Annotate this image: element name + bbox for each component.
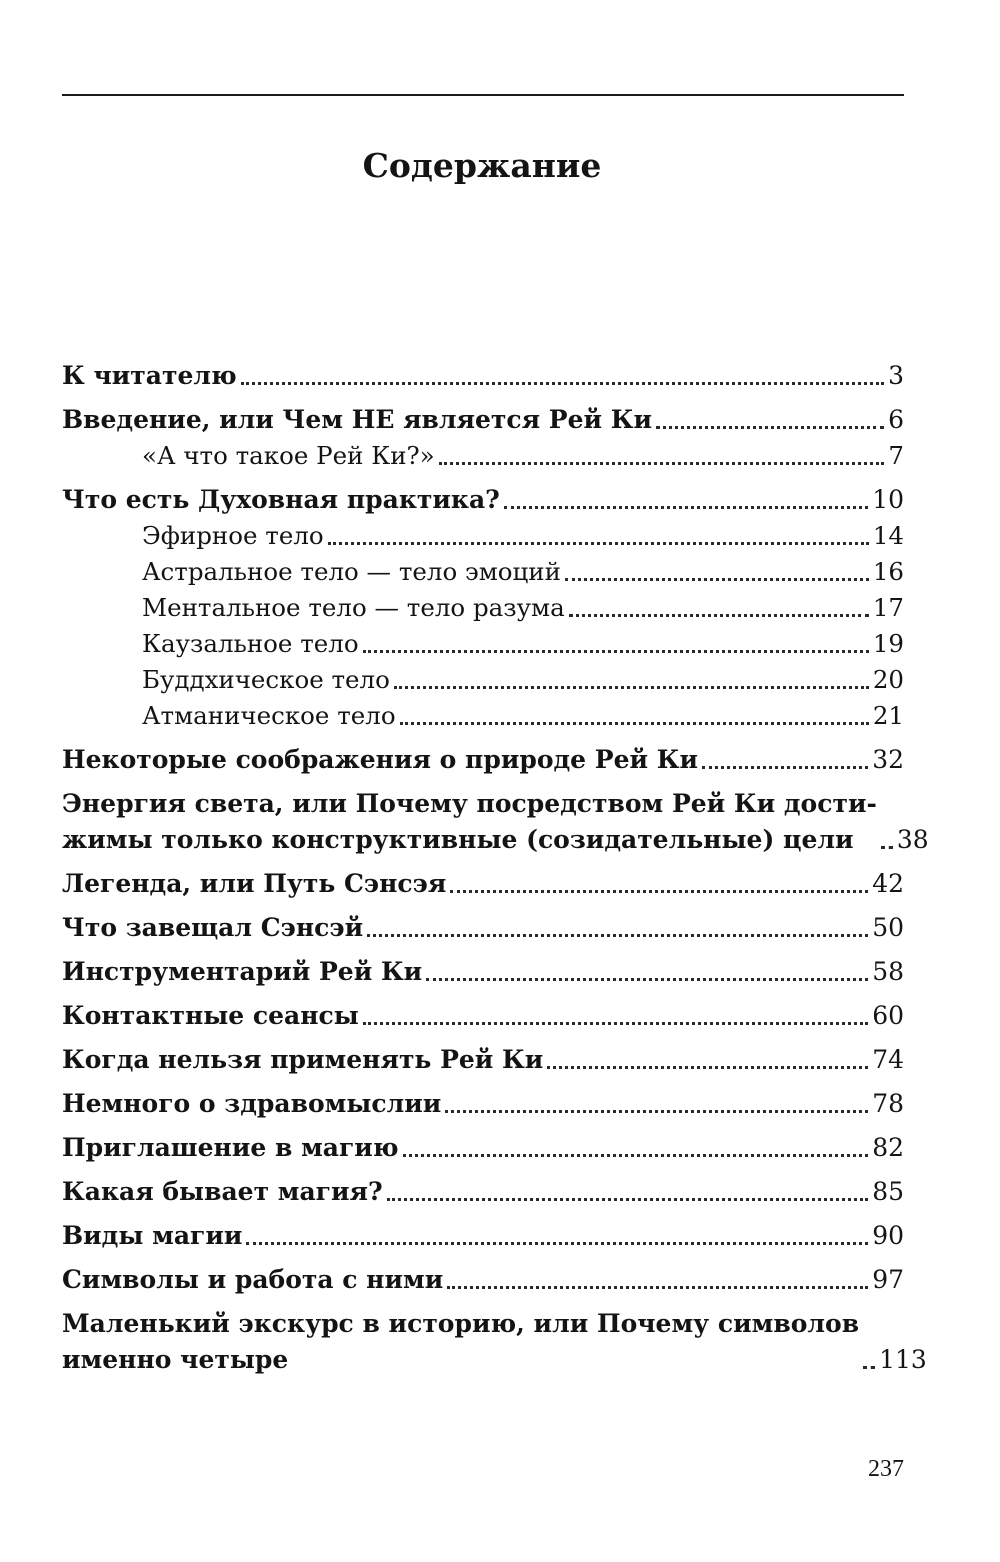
toc-entry-title [142,662,390,698]
toc-entry-title-line: Что завещал Сэнсэй [62,913,364,942]
toc-page-number: 16 [872,557,904,586]
toc-entry [62,1218,904,1254]
toc-subentry [62,590,904,626]
dot-leader [394,686,869,689]
dot-leader [445,1110,868,1113]
toc-entry-title [62,1218,242,1254]
toc-entry-title [62,954,422,990]
dot-leader [426,978,868,981]
toc-entry-title [62,910,363,946]
toc-entry [62,998,904,1034]
toc-entry-title-line: Приглашение в магию [62,1133,399,1162]
toc-entry-title [142,438,435,474]
dot-leader [863,1366,875,1369]
toc-page-number: 74 [872,1045,904,1074]
toc-entry [62,1262,904,1298]
top-rule [62,94,904,96]
dot-leader [387,1198,869,1201]
toc-entry-title [62,786,877,858]
toc-entry-title-line: Контактные сеансы [62,1001,359,1030]
toc-entry-title [62,358,237,394]
toc-entry-title-line: Какая бывает магия? [62,1177,383,1206]
toc-page-number: 113 [879,1345,927,1374]
toc-page-number: 7 [888,441,904,470]
toc-subentry [62,438,904,474]
toc-subentry [62,518,904,554]
toc-entry-title [62,1130,399,1166]
toc-entry [62,402,904,438]
toc-subentry [62,698,904,734]
toc-entry-title-line: именно четыре [62,1345,289,1374]
toc-entry-title-line: Маленький экскурс в историю, или Почему символов [62,1309,860,1338]
toc-entry-title-line: Буддхическое тело [142,665,390,694]
toc-entry-title-line: Инструментарий Рей Ки [62,957,423,986]
toc-entry-title [62,1262,443,1298]
toc-entry-title-line: Ментальное тело — тело разума [142,593,565,622]
toc-entry [62,786,929,858]
toc-entry-title-line: Каузальное тело [142,629,359,658]
toc-entry [62,1306,927,1378]
toc-page-number: 82 [872,1133,904,1162]
toc-entry [62,742,904,778]
dot-leader [328,542,869,545]
toc-entry-title [62,1174,383,1210]
page-title: Содержание [362,146,602,185]
toc-entry-title-line: Легенда, или Путь Сэнсэя [62,869,447,898]
dot-leader [246,1242,868,1245]
dot-leader [702,766,868,769]
toc-entry [62,1174,904,1210]
toc-page-number: 90 [872,1221,904,1250]
page-number: 237 [868,1456,904,1482]
dot-leader [881,846,893,849]
toc-entry-title-line: Эфирное тело [142,521,324,550]
toc-entry-title-line: К читателю [62,361,237,390]
toc-page-number: 60 [872,1001,904,1030]
toc-entry [62,358,904,394]
toc-entry-title [142,698,396,734]
toc-entry-title [62,866,446,902]
toc-page-number: 78 [872,1089,904,1118]
toc-page-number: 85 [872,1177,904,1206]
toc-page-number: 19 [872,629,904,658]
toc-entry-title-line: Введение, или Чем НЕ является Рей Ки [62,405,653,434]
toc-entry [62,1086,904,1122]
toc-page-number: 50 [872,913,904,942]
dot-leader [241,382,884,385]
toc-entry-title [142,590,565,626]
dot-leader [565,578,869,581]
toc-entry-title-line: жимы только конструктивные (созидательные) цели [62,825,854,854]
toc-subentry [62,662,904,698]
toc-entry-title-line: Что есть Духовная практика? [62,485,500,514]
toc-entry-title-line: Когда нельзя применять Рей Ки [62,1045,544,1074]
dot-leader [656,426,884,429]
toc-entry [62,482,904,518]
toc-entry [62,1130,904,1166]
toc-subentry [62,626,904,662]
toc-entry-title [62,1306,859,1378]
dot-leader [504,506,868,509]
toc-entry [62,910,904,946]
toc-page-number: 20 [872,665,904,694]
toc-entry-title [62,998,359,1034]
toc-page-number: 42 [872,869,904,898]
toc-entry-title [62,742,698,778]
dot-leader [439,462,885,465]
toc-entry-title [62,402,652,438]
toc-entry-title [142,554,561,590]
toc-entry-title-line: Атманическое тело [142,701,396,730]
toc-entry-title-line: «А что такое Рей Ки?» [142,441,435,470]
toc-entry-title [62,482,500,518]
dot-leader [547,1066,868,1069]
toc-entry-title [62,1042,543,1078]
toc-entry-title-line: Астральное тело — тело эмоций [142,557,561,586]
toc-entry-title-line: Энергия света, или Почему посредством Рей Ки дости- [62,789,877,818]
dot-leader [450,890,868,893]
toc-entry-title-line: Виды магии [62,1221,243,1250]
toc-entry [62,954,904,990]
dot-leader [363,1022,868,1025]
toc-entry-title [62,1086,441,1122]
toc-page-number: 38 [896,825,929,854]
toc-page-number: 17 [872,593,904,622]
toc-page-number: 32 [872,745,904,774]
dot-leader [400,722,869,725]
toc-page-number: 3 [888,361,904,390]
toc-entry [62,1042,904,1078]
dot-leader [447,1286,868,1289]
toc-subentry [62,554,904,590]
toc-page-number: 10 [872,485,904,514]
dot-leader [367,934,868,937]
toc-entry-title [142,626,359,662]
toc-entry-title-line: Некоторые соображения о природе Рей Ки [62,745,699,774]
toc-page-number: 97 [872,1265,904,1294]
toc-page-number: 6 [888,405,904,434]
dot-leader [403,1154,869,1157]
toc-entry-title-line: Символы и работа с ними [62,1265,444,1294]
toc-page-number: 21 [872,701,904,730]
dot-leader [569,614,869,617]
toc-entry [62,866,904,902]
toc-page-number: 14 [872,521,904,550]
toc-page-number: 58 [872,957,904,986]
dot-leader [363,650,869,653]
table-of-contents [62,358,929,1378]
toc-entry-title-line: Немного о здравомыслии [62,1089,442,1118]
toc-entry-title [142,518,324,554]
